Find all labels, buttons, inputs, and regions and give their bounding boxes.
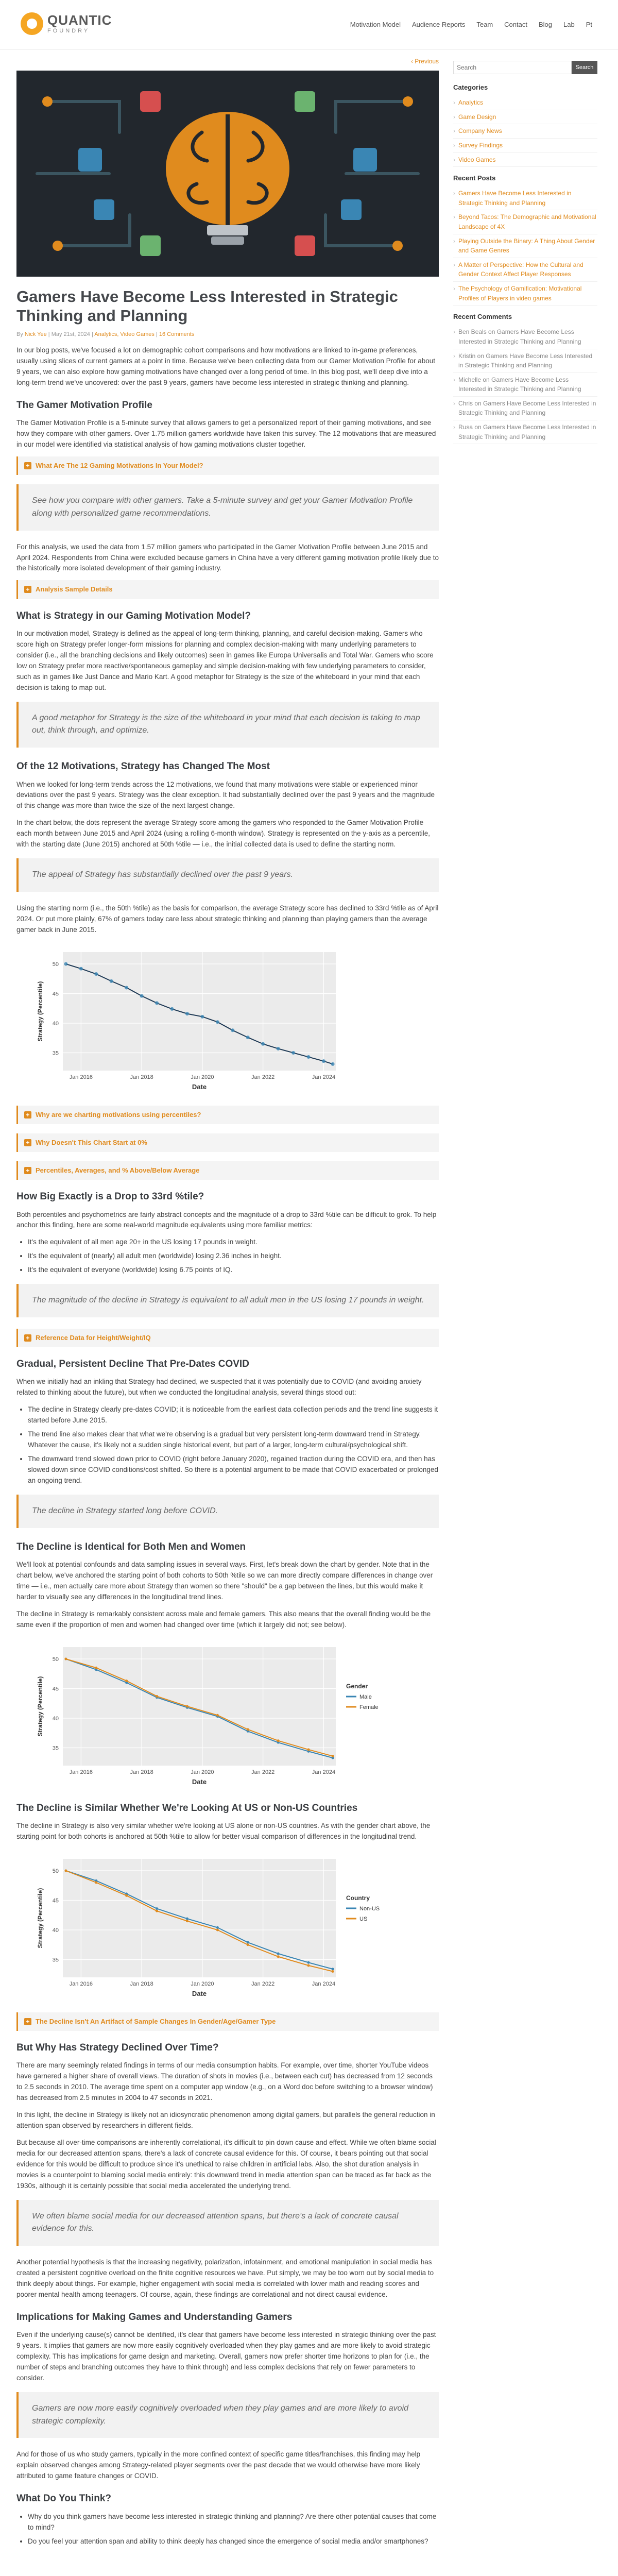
data-point (156, 1910, 158, 1912)
data-point (261, 1042, 265, 1045)
data-point (186, 1705, 188, 1707)
recent-post-link[interactable]: › Beyond Tacos: The Demographic and Motivational Landscape of 4X (453, 210, 597, 234)
y-tick-label: 50 (52, 961, 59, 968)
nav-lab[interactable]: Lab (563, 21, 575, 28)
y-tick-label: 40 (52, 1020, 59, 1027)
meta-comments[interactable]: 16 Comments (159, 331, 195, 337)
callout-label: Analysis Sample Details (36, 585, 113, 594)
data-point (216, 1714, 219, 1716)
drop-equivalents-list (28, 1237, 439, 1276)
heading-implications: Implications for Making Games and Understanding Gamers (16, 2311, 293, 2323)
pull-quote: The magnitude of the decline in Strategy is equivalent to all adult men in the US losing 17 pounds in weight. (16, 1284, 439, 1317)
nav-language[interactable]: Pt (586, 21, 592, 28)
expand-plus-icon: + (24, 1167, 31, 1174)
legend-title: Country (346, 1894, 370, 1902)
site-header (0, 0, 618, 49)
x-tick-label: Jan 2016 (69, 1980, 93, 1987)
y-tick-label: 40 (52, 1715, 59, 1722)
data-point (307, 1961, 310, 1964)
data-point (125, 1894, 128, 1897)
category-link[interactable]: › Survey Findings (453, 139, 597, 153)
recent-comment-link[interactable]: › Michelle on Gamers Have Become Less Interested in Strategic Thinking and Planning (453, 373, 597, 397)
y-tick-label: 35 (52, 1745, 59, 1752)
intro-paragraph: In our blog posts, we've focused a lot on demographic cohort comparisons and how motivations are linked to in-game preferences, usually using slices of current gamers at a point in time. Because we've been collecting data from our Gamer Motivation Profile for about 9 years, we can also explore how gaming motivations have changed over a long period of time. In this blog post, we'll deep dive into a long-term trend we've uncovered: over the past 9 years, gamers have become less interested in strategic thinking and planning. (16, 346, 435, 386)
pull-quote: We often blame social media for our decreased attention spans, but there's a lack of concrete causal evidence for this. (16, 2200, 439, 2246)
brain-circuit-illustration (16, 71, 439, 277)
data-point (247, 1941, 249, 1943)
nav-audience-reports[interactable]: Audience Reports (412, 21, 466, 28)
expand-plus-icon: + (24, 1334, 31, 1342)
profile-paragraph: The Gamer Motivation Profile is a 5-minute survey that allows gamers to get a personalized report of their gaming motivations, and see how they compare with other gamers. Over 1.75 million gamers worldwide have taken this survey. The 12 motivations that are measured in our model were identified via statistical analysis of how gaming motivations cluster together. (16, 419, 436, 448)
y-tick-label: 50 (52, 1656, 59, 1663)
why-paragraph-2: In this light, the decline in Strategy is likely not an idiosyncratic phenomenon among digital gamers, but parallels the general reduction in attention span observed by researchers in different fields. (16, 2111, 435, 2130)
list-item: • Do you feel your attention span and ability to think deeply has changed since the emergence of social media and/or smartphones? (28, 2536, 439, 2547)
x-tick-label: Jan 2020 (191, 1769, 214, 1775)
category-link[interactable]: › Game Design (453, 110, 597, 125)
changed-paragraph-2: In the chart below, the dots represent the average Strategy score among the gamers who responded to the Gamer Motivation Profile each month between June 2015 and April 2024 (using a rolling 6-month window). Strategy is represented on the y-axis as a percentile, with the starting date (June 2015) anchored at 50th %tile — i.e., the initial collected data is used to define the starting norm. (16, 819, 430, 849)
recent-comment-link[interactable]: › Ben Beals on Gamers Have Become Less Interested in Strategic Thinking and Planning (453, 325, 597, 349)
gender-decline-chart (16, 1637, 439, 1791)
category-link[interactable]: › Video Games (453, 153, 597, 167)
strategy-decline-chart (16, 942, 439, 1096)
expand-plus-icon: + (24, 462, 31, 469)
post-main (16, 57, 439, 2554)
country-decline-chart (16, 1849, 439, 2003)
data-point (277, 1739, 280, 1742)
expand-plus-icon: + (24, 1139, 31, 1146)
gender-decline-svg (16, 1637, 439, 1791)
data-point (291, 1051, 295, 1055)
covid-points-list (28, 1404, 439, 1486)
data-paragraph: For this analysis, we used the data from 1.57 million gamers who participated in the Gamer Motivation Profile between June 2015 and April 2024. Respondents from China were excluded because gamers in China have a very different gaming motivation profile likely due to the historically more isolated development of their gaming industry. (16, 543, 439, 572)
sidebar-search (453, 61, 597, 74)
list-item: • The downward trend slowed down prior to COVID (right before January 2020), regained traction during the COVID era, and then has slowed down since COVID conditions/cost shifted. So there is a potential argument to be made that COVID exacerbated or prolonged an ongoing trend. (28, 1454, 439, 1486)
callout-label: Reference Data for Height/Weight/IQ (36, 1333, 151, 1342)
data-point (331, 1062, 335, 1065)
y-tick-label: 45 (52, 1897, 59, 1904)
x-axis-label: Date (192, 1989, 207, 1997)
y-tick-label: 35 (52, 1050, 59, 1057)
recent-comment-link[interactable]: › Chris on Gamers Have Become Less Interested in Strategic Thinking and Planning (453, 397, 597, 420)
heading-drop-size: How Big Exactly is a Drop to 33rd %tile? (16, 1191, 204, 1202)
why-paragraph-4: Another potential hypothesis is that the increasing negativity, polarization, infotainment, and emotional manipulation in social media has created a persistent cognitive overload on the finite cognitive resources we have. Put simply, we may be too worn out by social media to think deeply about things. For example, higher engagement with social media is correlated with lower math and reading scores and poorer mental health among teenagers. Of course, again, these findings are correlational and not direct causal evidence. (16, 2258, 434, 2298)
list-item: • It's the equivalent of all men age 20+ in the US losing 17 pounds in weight. (28, 1237, 439, 1248)
heading-strategy-definition: What is Strategy in our Gaming Motivation Model? (16, 610, 251, 621)
recent-comment-link[interactable]: › Kristin on Gamers Have Become Less Interested in Strategic Thinking and Planning (453, 349, 597, 373)
data-point (79, 967, 83, 970)
recent-comments-list (453, 325, 597, 444)
x-tick-label: Jan 2018 (130, 1980, 153, 1987)
expand-plus-icon: + (24, 2018, 31, 2025)
pull-quote: Gamers are now more easily cognitively overloaded when they play games and are more likely to avoid strategic complexity. (16, 2392, 439, 2438)
categories-heading: Categories (453, 83, 488, 91)
country-paragraph: The decline in Strategy is also very similar whether we're looking at US alone or non-US countries. As with the gender chart above, the starting point for both cohorts is anchored at 50th %tile to allow for better visual comparison of differences in the longitudinal trend. (16, 1821, 431, 1840)
hero-image (16, 71, 439, 277)
nav-team[interactable]: Team (476, 21, 493, 28)
discussion-questions-list (28, 2512, 439, 2547)
callout-label: Why are we charting motivations using percentiles? (36, 1110, 201, 1118)
heading-covid: Gradual, Persistent Decline That Pre-Dates COVID (16, 1359, 249, 1370)
data-point (247, 1728, 249, 1731)
pull-quote: The appeal of Strategy has substantially declined over the past 9 years. (16, 858, 439, 892)
data-point (307, 1748, 310, 1751)
categories-list (453, 96, 597, 167)
recent-posts-list (453, 187, 597, 306)
data-point (332, 1968, 334, 1970)
data-point (277, 1047, 280, 1050)
pull-quote: See how you compare with other gamers. Take a 5-minute survey and get your Gamer Motivation Profile along with personalized game recommendations. (16, 484, 439, 531)
data-point (185, 1012, 189, 1015)
data-point (322, 1059, 325, 1063)
data-point (246, 1036, 250, 1039)
recent-comments-heading: Recent Comments (453, 313, 512, 321)
x-tick-label: Jan 2016 (69, 1074, 93, 1080)
expand-percentiles[interactable] (16, 1106, 439, 1124)
data-point (110, 979, 113, 982)
expand-plus-icon: + (24, 586, 31, 593)
heading-country: The Decline is Similar Whether We're Looking At US or Non-US Countries (16, 1802, 358, 1814)
nav-contact[interactable]: Contact (504, 21, 527, 28)
logo-icon (21, 12, 43, 35)
data-point (216, 1928, 219, 1931)
gender-paragraph-2: The decline in Strategy is remarkably consistent across male and female gamers. This also means that the overall finding would be the same even if the proportion of men and women had changed over time (which it largely did not; see below). (16, 1609, 431, 1629)
search-input[interactable] (453, 61, 572, 74)
data-point (186, 1920, 188, 1922)
y-axis-label: Strategy (Percentile) (37, 1888, 44, 1948)
expand-zero-axis[interactable] (16, 1133, 439, 1152)
data-point (332, 1755, 334, 1757)
data-point (332, 1970, 334, 1973)
previous-post-link[interactable]: ‹ Previous (410, 58, 439, 65)
data-point (247, 1943, 249, 1946)
drop-paragraph: Using the starting norm (i.e., the 50th %tile) as the basis for comparison, the average Strategy score has declined to 33rd %tile as of April 2024. Or put more plainly, 67% of gamers today care less about strategic thinking and planning than playing gamers than the average gamer back in June 2015. (16, 904, 439, 934)
pull-quote: The decline in Strategy started long before COVID. (16, 1495, 439, 1528)
post-title: Gamers Have Become Less Interested in Strategic Thinking and Planning (16, 287, 398, 325)
x-tick-label: Jan 2018 (130, 1769, 153, 1775)
changed-paragraph-1: When we looked for long-term trends across the 12 motivations, we found that many motivations were stable or experienced minor deviations over the past 9 years. Strategy was the clear exception. It had substantially declined over the past 9 years and the magnitude of this change was more than twice the size of the next largest change. (16, 780, 435, 810)
expand-plus-icon: + (24, 1111, 31, 1118)
data-point (125, 986, 128, 989)
category-link[interactable]: › Analytics (453, 96, 597, 110)
data-point (216, 1020, 219, 1024)
recent-post-link[interactable]: › Playing Outside the Binary: A Thing About Gender and Game Genres (453, 234, 597, 258)
meta-author[interactable]: Nick Yee (24, 331, 47, 337)
top-nav (350, 20, 592, 30)
implications-paragraph-2: And for those of us who study gamers, typically in the more confined context of specific game titles/franchises, this finding may help explain observed changes among Strategy-related player segments over the past decade that we would otherwise have more likely attributed to game feature changes or COVID. (16, 2450, 421, 2480)
recent-post-link[interactable]: › Gamers Have Become Less Interested in Strategic Thinking and Planning (453, 187, 597, 210)
meta-date: May 21st, 2024 (51, 331, 90, 337)
x-tick-label: Jan 2024 (312, 1769, 336, 1775)
data-point (307, 1055, 311, 1059)
legend-label: Male (359, 1693, 372, 1700)
x-tick-label: Jan 2018 (130, 1074, 153, 1080)
list-item: • Why do you think gamers have become less interested in strategic thinking and planning? Are there other potential causes that come to mind? (28, 2512, 439, 2533)
expand-twelve-motivations[interactable] (16, 456, 439, 475)
data-point (216, 1926, 219, 1929)
sidebar (453, 61, 597, 444)
recent-posts-heading: Recent Posts (453, 174, 496, 182)
site-logo[interactable] (21, 12, 112, 35)
y-tick-label: 45 (52, 1686, 59, 1692)
why-paragraph-3: But because all over-time comparisons are inherently correlational, it's difficult to pin down cause and effect. While we often blame social media for our decreased attention spans, there's a lack of concrete causal evidence for this. Of course, it bears pointing out that social evidence for this would be difficult to produce since it's unethical to raise children in artificial labs. Also, the shot duration analysis in movies is a counterpoint to blaming social media entirely: this downward trend in media attention span can be traced as far back as the 1930s, although it is certainly possible that social media accelerated the underlying trend. (16, 2138, 436, 2190)
data-point (186, 1917, 188, 1920)
x-tick-label: Jan 2020 (191, 1074, 214, 1080)
callout-label: Why Doesn't This Chart Start at 0% (36, 1138, 147, 1146)
legend-label: Non-US (359, 1905, 380, 1912)
y-tick-label: 45 (52, 991, 59, 997)
data-point (64, 962, 67, 965)
x-tick-label: Jan 2016 (69, 1769, 93, 1775)
y-tick-label: 50 (52, 1868, 59, 1874)
nav-motivation-model[interactable]: Motivation Model (350, 21, 401, 28)
heading-what-do-you-think: What Do You Think? (16, 2493, 111, 2504)
data-point (64, 1657, 67, 1660)
y-tick-label: 35 (52, 1957, 59, 1963)
x-tick-label: Jan 2024 (312, 1980, 336, 1987)
why-paragraph-1: There are many seemingly related findings in terms of our media consumption habits. For example, over time, shorter YouTube videos have garnered a higher share of overall views. The duration of shots in movies (i.e., between each cut) has decreased from 12 seconds to 2.5 seconds in 2010. The average time spent on a computer app window (e.g., on a Word doc before switching to a browser window) has decreased from 2.5 minutes in 2004 to 47 seconds in 2021. (16, 2061, 433, 2102)
x-tick-label: Jan 2020 (191, 1980, 214, 1987)
data-point (64, 1869, 67, 1872)
meta-categories[interactable]: Analytics, Video Games (94, 331, 154, 337)
heading-changed-most: Of the 12 Motivations, Strategy has Changed The Most (16, 761, 270, 772)
country-decline-svg (16, 1849, 439, 2003)
search-button[interactable]: Search (572, 61, 597, 74)
expand-sample-details[interactable] (16, 580, 439, 599)
x-tick-label: Jan 2022 (251, 1074, 275, 1080)
x-axis-label: Date (192, 1777, 207, 1786)
legend-title: Gender (346, 1682, 368, 1690)
data-point (277, 1955, 280, 1958)
expand-averages[interactable] (16, 1161, 439, 1180)
heading-gender: The Decline is Identical for Both Men and Women (16, 1541, 246, 1552)
data-point (231, 1028, 234, 1032)
list-item: • It's the equivalent of everyone (worldwide) losing 6.75 points of IQ. (28, 1265, 439, 1276)
x-axis-label: Date (192, 1082, 207, 1091)
data-point (155, 1001, 159, 1005)
implications-paragraph-1: Even if the underlying cause(s) cannot be identified, it's clear that gamers have become less interested in strategic thinking over the past 9 years. It implies that gamers are now more easily cognitively overloaded when they play games and are more likely to avoid strategic complexity. This has implications for game design and marketing. Overall, gamers now prefer shorter time horizons to plan for (i.e., the number of steps and branching outcomes they have to think through) and less complex decisions that rely on fewer parameters to consider. (16, 2331, 436, 2382)
heading-why: But Why Has Strategy Declined Over Time? (16, 2042, 219, 2053)
gender-paragraph: We'll look at potential confounds and data sampling issues in several ways. First, let's break down the chart by gender. Note that in the chart below, we've anchored the starting point of both cohorts to 50th %tile so we can more directly compare differences in change over time — i.e., men actually care more about Strategy than women so there "should" be a gap between the lines, but this would make it harder to visually see any differences in the longitudinal trend lines. (16, 1561, 433, 1601)
pull-quote: A good metaphor for Strategy is the size of the whiteboard in your mind that each decision is taking to map out, think through, and optimize. (16, 702, 439, 748)
list-item: • The trend line also makes clear that what we're observing is a gradual but very persistent long-term downward trend in Strategy. Whatever the cause, it's likely not a sudden single historical event, but part of a larger, long-term cultural/psychological shift. (28, 1429, 439, 1451)
nav-blog[interactable]: Blog (538, 21, 552, 28)
category-link[interactable]: › Company News (453, 124, 597, 139)
list-item: • It's the equivalent of (nearly) all adult men (worldwide) losing 2.36 inches in height. (28, 1251, 439, 1262)
post-meta: By Nick Yee | May 21st, 2024 | Analytics, Video Games | 16 Comments (16, 331, 195, 337)
strategy-paragraph: In our motivation model, Strategy is defined as the appeal of long-term thinking, planning, and careful decision-making. Gamers who score high on Strategy prefer longer-form missions for planning and complex decision-making with many underlying parameters to consider (i.e., all the branching decisions and likely outcomes) seen in games like Europa Universalis and Total War. Gamers who score low on Strategy prefer more reactive/spontaneous gameplay and simple decision-making with few underlying parameters to consider, such as in games like Just Dance and Mario Kart. A good metaphor for Strategy is the size of the whiteboard in your mind that each decision is taking to map out. (16, 629, 434, 691)
data-point (95, 1666, 97, 1669)
y-axis-label: Strategy (Percentile) (37, 981, 44, 1041)
data-point (95, 1881, 97, 1884)
data-point (156, 1694, 158, 1697)
data-point (125, 1680, 128, 1682)
x-tick-label: Jan 2024 (312, 1074, 336, 1080)
legend-label: US (359, 1916, 368, 1922)
recent-post-link[interactable]: › The Psychology of Gamification: Motivational Profiles of Players in video games (453, 282, 597, 306)
data-point (140, 994, 144, 997)
recent-post-link[interactable]: › A Matter of Perspective: How the Cultural and Gender Context Affect Player Responses (453, 258, 597, 282)
drop-size-paragraph: Both percentiles and psychometrics are fairly abstract concepts and the magnitude of a drop to 33rd %tile can be difficult to grok. To help anchor this finding, here are some real-world magnitude equivalents using more familiar metrics: (16, 1210, 437, 1229)
expand-sample-artifacts[interactable] (16, 2012, 439, 2031)
expand-reference-data[interactable] (16, 1329, 439, 1347)
callout-label: Percentiles, Averages, and % Above/Below Average (36, 1166, 200, 1174)
logo-name: QUANTIC (47, 12, 112, 28)
data-point (277, 1952, 280, 1955)
data-point (156, 1907, 158, 1910)
recent-comment-link[interactable]: › Rusa on Gamers Have Become Less Interested in Strategic Thinking and Planning (453, 420, 597, 444)
legend-label: Female (359, 1704, 379, 1710)
data-point (170, 1007, 174, 1011)
strategy-decline-svg (16, 942, 439, 1096)
logo-tagline: FOUNDRY (47, 28, 90, 34)
x-tick-label: Jan 2022 (251, 1980, 275, 1987)
callout-label: What Are The 12 Gaming Motivations In Your Model? (36, 461, 203, 469)
y-axis-label: Strategy (Percentile) (37, 1676, 44, 1736)
data-point (94, 972, 98, 976)
heading-profile: The Gamer Motivation Profile (16, 399, 152, 411)
list-item: • The decline in Strategy clearly pre-dates COVID; it is noticeable from the earliest data collection periods and the trend line suggests it started before June 2015. (28, 1404, 439, 1426)
covid-paragraph: When we initially had an inkling that Strategy had declined, we suspected that it was potentially due to COVID (and avoiding anxiety related to thinking about the future), but when we conducted the longitudinal analysis, several things stood out: (16, 1378, 422, 1397)
data-point (307, 1964, 310, 1967)
data-point (200, 1014, 204, 1018)
callout-label: The Decline Isn't An Artifact of Sample Changes In Gender/Age/Gamer Type (36, 2017, 276, 2025)
x-tick-label: Jan 2022 (251, 1769, 275, 1775)
y-tick-label: 40 (52, 1927, 59, 1934)
